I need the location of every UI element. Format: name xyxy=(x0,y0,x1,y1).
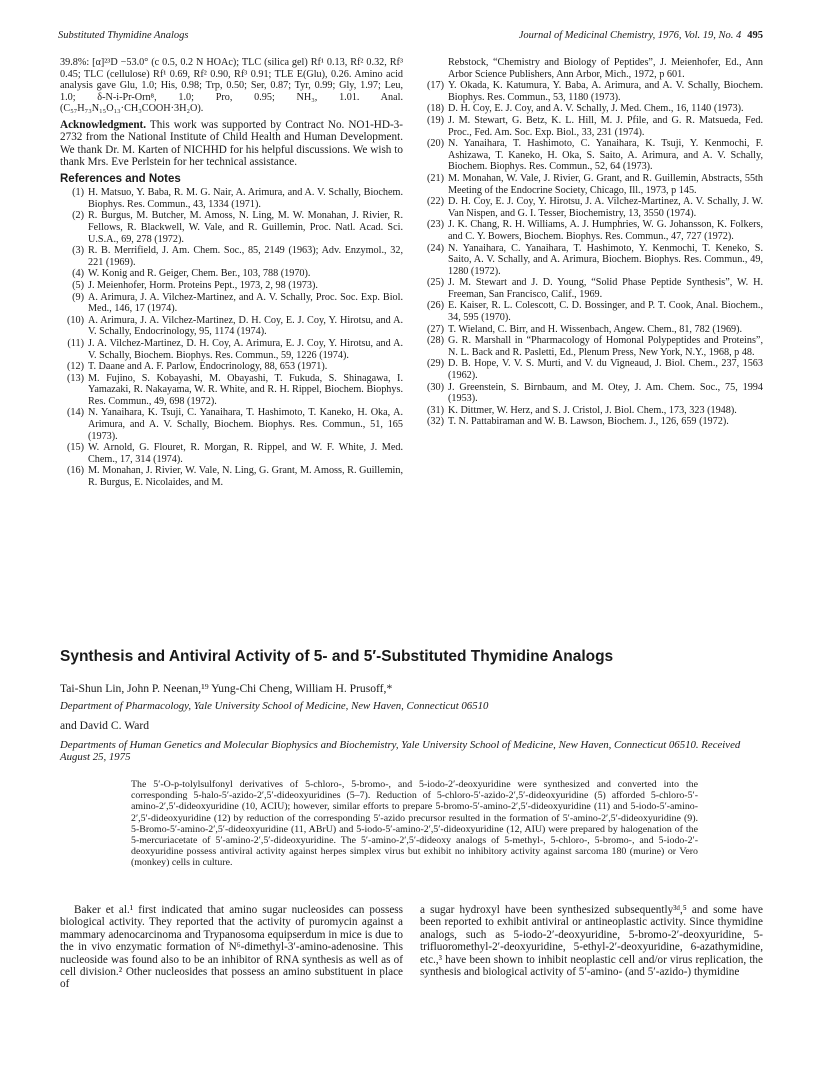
reference-item xyxy=(420,416,763,428)
acknowledgment-text: This work was supported by Contract No. NO1-HD-3-2732 from the National Institute of Child Health and Human Development. We thank Dr. M. Karten of NICHHD for his helpful discussions. We wish to thank Mrs. Eve Perlstein for her technical assistance. xyxy=(60,118,403,169)
reference-item xyxy=(420,335,763,358)
reference-number: (17) xyxy=(427,80,444,92)
reference-text: J. A. Vilchez-Martinez, D. H. Coy, A. Arimura, E. J. Coy, Y. Hirotsu, and A. V. Schally, Biochem. Biophys. Res. Commun., 59, 1226 (1974). xyxy=(88,337,403,361)
reference-item xyxy=(420,358,763,381)
reference-number: (14) xyxy=(67,407,84,419)
reference-item xyxy=(420,219,763,242)
reference-number: (15) xyxy=(67,442,84,454)
running-header-right xyxy=(519,30,763,41)
reference-item xyxy=(60,187,403,210)
abstract: The 5′-O-p-tolylsulfonyl derivatives of 5-chloro-, 5-bromo-, and 5-iodo-2′-deoxyuridine were synthesized and converted into the corresponding 5-halo-5′-azido-2′,5′-dideoxyuridines (5–7). Reduction of 5-chloro-5′-azido-2′,5′-dideoxyuridine (5) afforded 5-chloro-5′-amino-2′,5′-dideoxyuridine (10, ACIU); however, similar efforts to prepare 5-bromo-5′-amino-2′,5′-dideoxyuridine (11) and 5-iodo-5′-amino-2′,5′-dideoxyuridine (12) by reduction of the corresponding 5′-azido precursor resulted in the formation of 5′-amino-2′,5′-dideoxyuridine (9). 5-Bromo-5′-amino-2′,5′-dideoxyuridine (11, ABrU) and 5-iodo-5′-amino-2′,5′-dideoxyuridine (12, AIU) were prepared by halogenation of the 5-mercuriacetate of 5′-amino-2′,5′-dideoxyuridine. The 5′-amino-2′,5′-dideoxy analogs of 5-methyl-, 5-chloro-, 5-bromo-, and 5-iodo-2′-deoxyuridine possess antiviral activity against herpes simplex virus but exhibit no inhibitory activity against sarcoma 180 (murine) or Vero (monkey) cells in culture. xyxy=(131,779,698,869)
reference-number: (30) xyxy=(427,381,444,393)
reference-text: H. Matsuo, Y. Baba, R. M. G. Nair, A. Arimura, and A. V. Schally, Biochem. Biophys. Res. Commun., 43, 1334 (1971). xyxy=(88,187,403,210)
reference-item xyxy=(420,196,763,219)
reference-text: T. Daane and A. F. Parlow, Endocrinology, 88, 653 (1971). xyxy=(88,361,328,373)
reference-text: E. Kaiser, R. L. Colescott, C. D. Bossinger, and P. T. Cook, Anal. Biochem., 34, 595 (1970). xyxy=(448,300,763,324)
reference-item xyxy=(60,338,403,361)
reference-text: N. Yanaihara, T. Hashimoto, C. Yanaihara, K. Tsuji, Y. Kenmochi, F. Ashizawa, T. Kaneko, H. Oka, S. Saito, A. Arimura, and A. V. Schally, Biochem. Biophys. Res. Commun., 52, 64 (1973). xyxy=(448,138,763,173)
reference-number: (3) xyxy=(72,245,84,257)
reference-item xyxy=(420,277,763,300)
reference-item xyxy=(420,382,763,405)
reference-item xyxy=(60,361,403,373)
reference-text: D. B. Hope, V. V. S. Murti, and V. du Vigneaud, J. Biol. Chem., 237, 1563 (1962). xyxy=(448,358,763,382)
reference-text: T. N. Pattabiraman and W. B. Lawson, Biochem. J., 126, 659 (1972). xyxy=(448,416,729,428)
reference-number: (29) xyxy=(427,358,444,370)
reference-item xyxy=(420,405,763,417)
reference-item xyxy=(60,280,403,292)
journal-citation: Journal of Medicinal Chemistry, 1976, Vol. 19, No. 4 xyxy=(518,30,742,41)
reference-text: J. M. Stewart and J. D. Young, “Solid Phase Peptide Synthesis”, W. H. Freeman, San Francisco, Calif., 1969. xyxy=(448,277,763,300)
reference-item xyxy=(420,243,763,278)
reference-text: T. Wieland, C. Birr, and H. Wissenbach, Angew. Chem., 81, 782 (1969). xyxy=(448,323,743,335)
reference-item xyxy=(60,292,403,315)
body-text-right: a sugar hydroxyl have been synthesized subsequently³ᵈ,⁵ and some have been reported to exhibit antiviral or antineoplastic activity. Since thymidine analogs, such as 5-iodo-2′-deoxyuridine, 5-bromo-2′-deoxyuridine, 5-trifluoromethyl-2′-deoxyuridine, 5-ethyl-2′-deoxyuridine, 6-azathymidine, etc.,³ have been shown to inhibit neoplastic cell and/or virus replication, the synthesis and biological activity of 5′-amino- (and 5′-azido-) thymidine xyxy=(420,904,763,979)
reference-number: (12) xyxy=(67,361,84,373)
reference-number: (25) xyxy=(427,277,444,289)
reference-number: (1) xyxy=(72,187,84,199)
article-authors: Tai-Shun Lin, John P. Neenan,¹⁹ Yung-Chi Cheng, William H. Prusoff,* xyxy=(60,682,393,695)
reference-item xyxy=(60,465,403,488)
reference-number: (24) xyxy=(427,242,444,254)
analysis-paragraph: 39.8%: [α]²³D −53.0° (c 0.5, 0.2 N HOAc); TLC (silica gel) Rf¹ 0.13, Rf² 0.32, Rf³ 0.45; TLC (cellulose) Rf¹ 0.69, Rf² 0.90, Rf³ 0.91; TLE E(Glu), 0.26. Amino acid analysis gave Glu, 1.0; His, 0.98; Trp, 0.50; Ser, 0.87; Tyr, 0.99; Gly, 1.97; Leu, 1.0; δ-N-i-Pr-Orn⁸, 1.0; Pro, 0.95; NH₃, 1.01. Anal. (C₅₇H₇₃N₁₅O₁₃·CH₃COOH·3H₂O). xyxy=(60,57,403,115)
reference-number: (32) xyxy=(427,416,444,428)
reference-item xyxy=(420,173,763,196)
reference-number: (31) xyxy=(427,404,444,416)
reference-text: J. K. Chang, R. H. Williams, A. J. Humphries, W. G. Johansson, K. Folkers, and C. Y. Bowers, Biochem. Biophys. Res. Commun., 47, 727 (1972). xyxy=(448,219,763,242)
acknowledgment-paragraph xyxy=(60,119,403,169)
reference-text: W. Arnold, G. Flouret, R. Morgan, R. Rippel, and W. F. White, J. Med. Chem., 17, 314 (1974). xyxy=(88,442,403,465)
reference-text: M. Fujino, S. Kobayashi, M. Obayashi, T. Fukuda, S. Shinagawa, I. Yamazaki, R. Nakayama, W. R. White, and R. H. Rippel, Biochem. Biophys. Res. Commun., 49, 698 (1972). xyxy=(88,372,403,407)
reference-text: M. Monahan, W. Vale, J. Rivier, G. Grant, and R. Guillemin, Abstracts, 55th Meeting of the Endocrine Society, Chicago, Ill., 1973, p 145. xyxy=(448,172,763,196)
reference-number: (13) xyxy=(67,372,84,384)
references-list-left xyxy=(60,187,403,488)
article-title: Synthesis and Antiviral Activity of 5- and 5′-Substituted Thymidine Analogs xyxy=(60,648,614,665)
reference-number: (23) xyxy=(427,219,444,231)
reference-item xyxy=(420,324,763,336)
reference-number: (20) xyxy=(427,138,444,150)
right-column xyxy=(420,57,763,428)
affiliation-secondary: Departments of Human Genetics and Molecular Biophysics and Biochemistry, Yale University School of Medicine, New Haven, Connecticut 06510. Received August 25, 1975 xyxy=(60,739,741,764)
reference-item xyxy=(60,268,403,280)
running-header-left: Substituted Thymidine Analogs xyxy=(58,30,189,41)
reference-item xyxy=(420,138,763,173)
references-heading: References and Notes xyxy=(60,172,181,185)
reference-text: G. R. Marshall in “Pharmacology of Homonal Polypeptides and Proteins”, N. L. Back and R. Pasletti, Ed., Plenum Press, New York, N.Y., 1968, p 48. xyxy=(448,335,763,358)
affiliation-primary: Department of Pharmacology, Yale University School of Medicine, New Haven, Connecticut 06510 xyxy=(60,700,489,712)
reference-text: K. Dittmer, W. Herz, and S. J. Cristol, J. Biol. Chem., 173, 323 (1948). xyxy=(448,404,737,416)
reference-number: (16) xyxy=(67,465,84,477)
reference-text: W. Konig and R. Geiger, Chem. Ber., 103, 788 (1970). xyxy=(88,268,311,280)
reference-text: J. M. Stewart, G. Betz, K. L. Hill, M. J. Pfile, and G. R. Matsueda, Fed. Proc., Fed. Am. Soc. Exp. Biol., 33, 231 (1974). xyxy=(448,114,763,138)
reference-number: (26) xyxy=(427,300,444,312)
reference-text: A. Arimura, J. A. Vilchez-Martinez, D. H. Coy, E. J. Coy, Y. Hirotsu, and A. V. Schally, Endocrinology, 95, 1174 (1974). xyxy=(88,314,403,338)
reference-number: (28) xyxy=(427,335,444,347)
reference-text: A. Arimura, J. A. Vilchez-Martinez, and A. V. Schally, Proc. Soc. Exp. Biol. Med., 146, 17 (1974). xyxy=(88,291,403,315)
reference-text: N. Yanaihara, C. Yanaihara, T. Hashimoto, Y. Kenmochi, T. Keneko, S. Saito, A. V. Schally, and A. Arimura, Biochem. Biophys. Res. Commun., 49, 1280 (1972). xyxy=(448,242,763,277)
references-list-right xyxy=(420,57,763,428)
reference-item xyxy=(420,115,763,138)
body-text-left: Baker et al.¹ first indicated that amino sugar nucleosides can possess biological activity. They reported that the activity of puromycin against a mammary adenocarcinoma and Trypanosoma equipserdum in mice is due to the in vivo enzymatic formation of N⁶-dimethyl-3′-amino-adenosine. This nucleoside was found also to be an inhibitor of RNA synthesis as well as of cell division.² Other nucleosides that possess an amino substituent in place of xyxy=(60,904,403,991)
reference-number: (5) xyxy=(72,279,84,291)
reference-text: J. Greenstein, S. Birnbaum, and M. Otey, J. Am. Chem. Soc., 75, 1994 (1953). xyxy=(448,381,763,405)
page-number: 495 xyxy=(747,30,763,41)
reference-text: D. H. Coy, E. J. Coy, Y. Hirotsu, J. A. Vilchez-Martinez, A. V. Schally, J. W. Van Nispen, and G. I. Tesser, Biochemistry, 13, 3550 (1974). xyxy=(448,196,763,219)
reference-text: N. Yanaihara, K. Tsuji, C. Yanaihara, T. Hashimoto, T. Kaneko, H. Oka, A. Arimura, and A. V. Schally, Biochem. Biophys. Res. Commun., 51, 165 (1973). xyxy=(88,407,403,442)
reference-number: (18) xyxy=(427,103,444,115)
reference-item xyxy=(60,245,403,268)
reference-item xyxy=(60,373,403,408)
reference-text: M. Monahan, J. Rivier, W. Vale, N. Ling, G. Grant, M. Amoss, R. Guillemin, R. Burgus, E. Nicolaides, and M. xyxy=(88,465,403,489)
reference-number: (9) xyxy=(72,291,84,303)
reference-text: R. B. Merrifield, J. Am. Chem. Soc., 85, 2149 (1963); Adv. Enzymol., 32, 221 (1969). xyxy=(88,245,403,268)
reference-item xyxy=(420,300,763,323)
reference-item xyxy=(420,103,763,115)
reference-number: (21) xyxy=(427,172,444,184)
reference-item xyxy=(60,442,403,465)
reference-number: (19) xyxy=(427,114,444,126)
reference-number: (22) xyxy=(427,196,444,208)
reference-item xyxy=(60,407,403,442)
reference-number: (27) xyxy=(427,323,444,335)
reference-number: (4) xyxy=(72,268,84,280)
reference-text: Y. Okada, K. Katumura, Y. Baba, A. Arimura, and A. V. Schally, Biochem. Biophys. Res. Commun., 53, 1180 (1973). xyxy=(448,80,763,103)
reference-number: (10) xyxy=(67,314,84,326)
reference-number: (2) xyxy=(72,210,84,222)
reference-item xyxy=(60,315,403,338)
reference-text: J. Meienhofer, Horm. Proteins Pept., 1973, 2, 98 (1973). xyxy=(88,279,318,291)
reference-number: (11) xyxy=(67,337,84,349)
reference-item xyxy=(420,57,763,80)
additional-author: and David C. Ward xyxy=(60,719,150,732)
reference-text: D. H. Coy, E. J. Coy, and A. V. Schally, J. Med. Chem., 16, 1140 (1973). xyxy=(448,103,744,115)
reference-item xyxy=(60,210,403,245)
left-column xyxy=(60,57,403,489)
acknowledgment-label: Acknowledgment. xyxy=(60,118,147,131)
reference-text: R. Burgus, M. Butcher, M. Amoss, N. Ling, M. W. Monahan, J. Rivier, R. Fellows, R. Blackwell, W. Vale, and R. Guillemin, Proc. Natl. Acad. Sci. U.S.A., 69, 278 (1972). xyxy=(88,210,403,245)
reference-item xyxy=(420,80,763,103)
reference-text: Rebstock, “Chemistry and Biology of Peptides”, J. Meienhofer, Ed., Ann Arbor Science Publishers, Ann Arbor, Mich., 1972, p 601. xyxy=(448,57,763,80)
